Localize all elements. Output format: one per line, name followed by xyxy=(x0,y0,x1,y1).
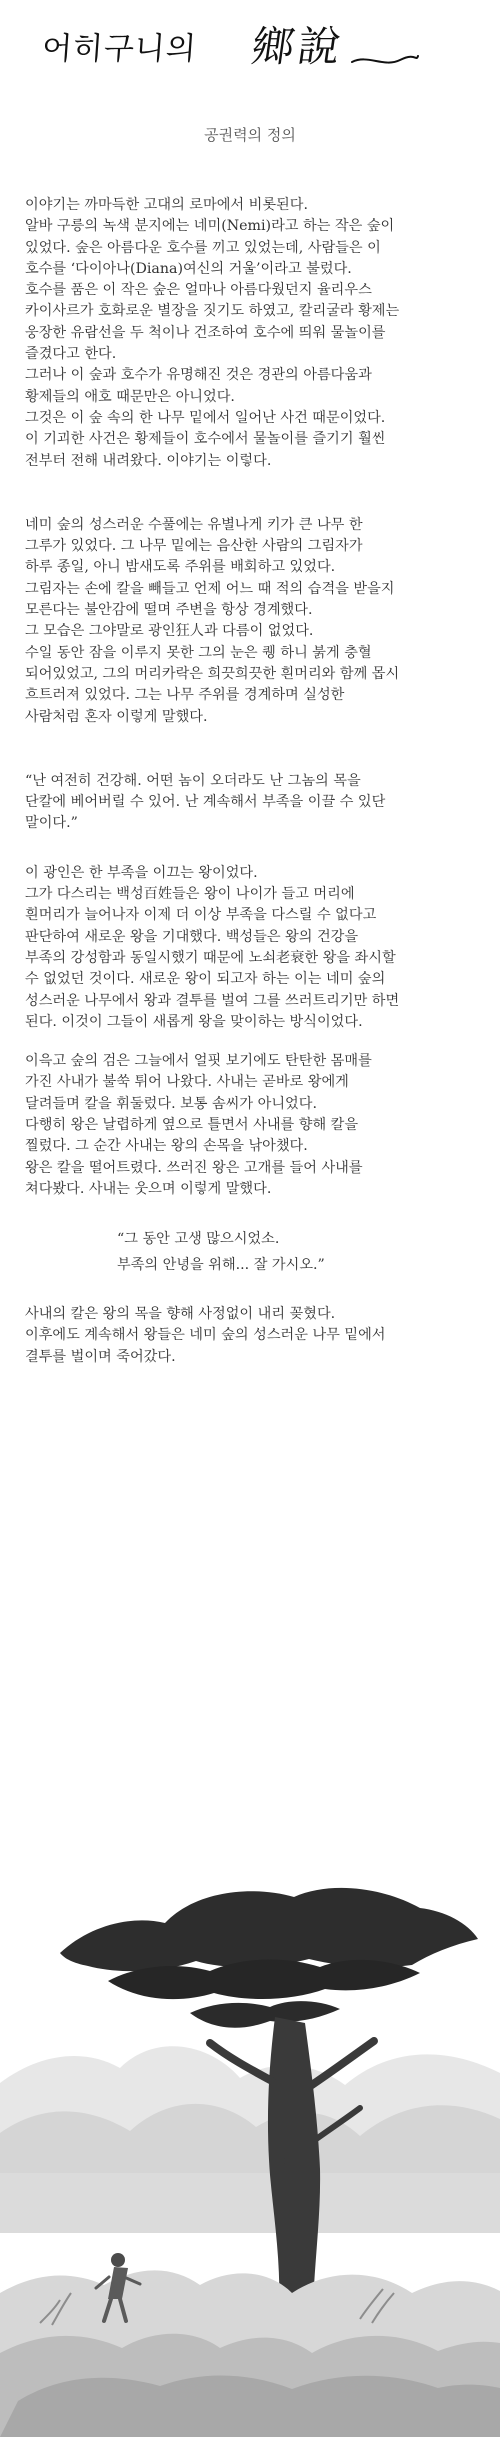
page-header xyxy=(0,0,500,120)
article-body xyxy=(25,195,475,1368)
closing-paragraph: 사내의 칼은 왕의 목을 향해 사정없이 내리 꽂혔다. 이후에도 계속해서 왕들은 네미 숲의 성스러운 나무 밑에서 결투를 벌이며 죽어갔다. xyxy=(25,1306,386,1365)
ink-illustration xyxy=(0,1853,500,2437)
brand-title-hanja: 鄉說 xyxy=(248,22,348,71)
story-paragraph-2: 네미 숲의 성스러운 수풀에는 유별나게 키가 큰 나무 한 그루가 있었다. 그 나무 밑에는 음산한 사람의 그림자가 하루 종일, 아니 밤새도록 주위를 배회하고 있었다. 그림자는 손에 칼을 빼들고 언제 어느 때 적의 습격을 받을지 모른다는 불안감에 떨며 주변을 항상 경계했다. 그 모습은 그야말로 광인狂人과 다름이 없었다. 수일 동안 잠을 이루지 못한 그의 눈은 퀭 하니 붉게 충혈 되어있었고, 그의 머리카락은 희끗희끗한 흰머리와 함께 몹시 흐트러져 있었다. 그는 나무 주위를 경계하며 실성한 사람처럼 혼자 이렇게 말했다. xyxy=(25,516,400,725)
brand-title-korean: 어히구니의 xyxy=(40,31,199,67)
tree-and-figure-illustration xyxy=(0,1853,500,2437)
story-paragraph-3: 이 광인은 한 부족을 이끄는 왕이었다. 그가 다스리는 백성百姓들은 왕이 나이가 들고 머리에 흰머리가 늘어나자 이제 더 이상 부족을 다스릴 수 없다고 판단하여 새로운 왕을 기대했다. 백성들은 왕의 건강을 부족의 강성함과 동일시했기 때문에 노쇠老衰한 왕을 좌시할 수 없었던 것이다. 새로운 왕이 되고자 하는 이는 네미 숲의 성스러운 나무에서 왕과 결투를 벌여 그를 쓰러트리기만 하면 된다. 이것이 그들이 새롭게 왕을 맞이하는 방식이었다. xyxy=(25,864,400,1030)
page-subtitle: 공권력의 정의 xyxy=(204,126,296,144)
story-paragraph-1: 이야기는 까마득한 고대의 로마에서 비롯된다. 알바 구릉의 녹색 분지에는 네미(Nemi)라고 하는 작은 숲이 있었다. 숲은 아름다운 호수를 끼고 있었는데, 사람들은 이 호수를 ‘다이아나(Diana)여신의 거울’이라고 불렀다. 호수를 품은 이 작은 숲은 얼마나 아름다웠던지 율리우스 카이사르가 호화로운 별장을 짓기도 하였고, 칼리굴라 황제는 웅장한 유람선을 두 척이나 건조하여 호수에 띄워 물놀이를 즐겼다고 한다. 그러나 이 숲과 호수가 유명해진 것은 경관의 아름다움과 황제들의 애호 때문만은 아니었다. 그것은 이 숲 속의 한 나무 밑에서 일어난 사건 때문이었다. 이 기괴한 사건은 황제들이 호수에서 물놀이를 즐기기 훨씬 전부터 전해 내려왔다. 이야기는 이렇다. xyxy=(25,197,400,469)
challenger-quote: “그 동안 고생 많으시었소. 부족의 안녕을 위해... 잘 가시오.” xyxy=(117,1231,325,1274)
story-paragraph-4: 이윽고 숲의 검은 그늘에서 얼핏 보기에도 탄탄한 몸매를 가진 사내가 불쑥 튀어 나왔다. 사내는 곧바로 왕에게 달려들며 칼을 휘둘렀다. 보통 솜씨가 아니었다. 다행히 왕은 날렵하게 옆으로 틀면서 사내를 향해 칼을 찔렀다. 그 순간 사내는 왕의 손목을 낚아챘다. 왕은 칼을 떨어트렸다. 쓰러진 왕은 고개를 들어 사내를 쳐다봤다. 사내는 웃으며 이렇게 말했다. xyxy=(25,1053,372,1197)
brush-flourish-icon xyxy=(350,52,420,70)
king-speech: “난 여전히 건강해. 어떤 놈이 오더라도 난 그놈의 목을 단칼에 베어버릴 수 있어. 난 계속해서 부족을 이끌 수 있단 말이다.” xyxy=(25,772,386,832)
